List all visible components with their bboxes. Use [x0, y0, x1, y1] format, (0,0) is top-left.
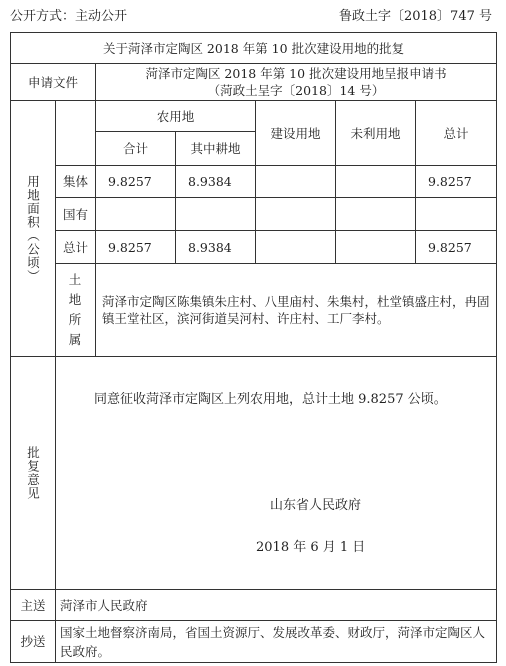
land-area-section-label	[11, 101, 56, 357]
ownership-label-cell	[56, 264, 96, 357]
total-construction	[256, 231, 336, 264]
agricultural-land-header: 农用地	[96, 101, 256, 132]
row-label-state: 国有	[56, 198, 96, 231]
corner-cell	[56, 101, 96, 166]
construction-land-header: 建设用地	[256, 101, 336, 166]
opinion-label: 批复意见	[25, 446, 41, 500]
issue-date: 2018 年 6 月 1 日	[256, 540, 366, 555]
table-row	[11, 231, 497, 264]
issuing-organization: 山东省人民政府	[270, 498, 362, 513]
opinion-content	[56, 357, 497, 590]
total-unused	[336, 231, 416, 264]
table-row	[11, 198, 497, 231]
total-total: 9.8257	[416, 231, 497, 264]
subtotal-header: 合计	[96, 132, 176, 166]
total-cultivated: 8.9384	[176, 231, 256, 264]
opinion-text: 同意征收菏泽市定陶区上列农用地，总计土地 9.8257 公顷。	[94, 392, 447, 407]
main-recipient-value: 菏泽市人民政府	[56, 590, 497, 621]
cc-value: 国家土地督察济南局，省国土资源厅、发展改革委、财政厅，菏泽市定陶区人民政府。	[56, 621, 497, 663]
total-subtotal: 9.8257	[96, 231, 176, 264]
application-label: 申请文件	[11, 64, 96, 101]
document-number: 鲁政土字〔2018〕747 号	[338, 9, 492, 24]
collective-subtotal: 9.8257	[96, 166, 176, 198]
application-document	[96, 64, 497, 101]
collective-construction	[256, 166, 336, 198]
row-label-total: 总计	[56, 231, 96, 264]
state-subtotal	[96, 198, 176, 231]
document-header	[0, 0, 506, 30]
total-header: 总计	[416, 101, 497, 166]
land-area-label-text: 用地面积（公顷）	[25, 174, 41, 283]
application-line-2: （菏政土呈字〔2018〕14 号）	[207, 83, 385, 98]
approval-table	[10, 32, 497, 663]
document-title: 关于菏泽市定陶区 2018 年第 10 批次建设用地的批复	[11, 33, 497, 64]
unused-land-header: 未利用地	[336, 101, 416, 166]
row-label-collective: 集体	[56, 166, 96, 198]
ownership-label: 土地所属	[68, 272, 83, 347]
state-unused	[336, 198, 416, 231]
application-line-1: 菏泽市定陶区 2018 年第 10 批次建设用地呈报申请书	[145, 66, 447, 81]
collective-total: 9.8257	[416, 166, 497, 198]
state-construction	[256, 198, 336, 231]
disclosure-method: 公开方式：主动公开	[10, 9, 128, 24]
cultivated-header: 其中耕地	[176, 132, 256, 166]
opinion-label-cell	[11, 357, 56, 590]
cc-label: 抄送	[11, 621, 56, 663]
main-recipient-label: 主送	[11, 590, 56, 621]
table-row	[11, 166, 497, 198]
state-cultivated	[176, 198, 256, 231]
collective-cultivated: 8.9384	[176, 166, 256, 198]
collective-unused	[336, 166, 416, 198]
ownership-text: 菏泽市定陶区陈集镇朱庄村、八里庙村、朱集村，杜堂镇盛庄村，冉固镇王堂社区，滨河街道吴河村、许庄村、工厂李村。	[96, 264, 497, 357]
state-total	[416, 198, 497, 231]
